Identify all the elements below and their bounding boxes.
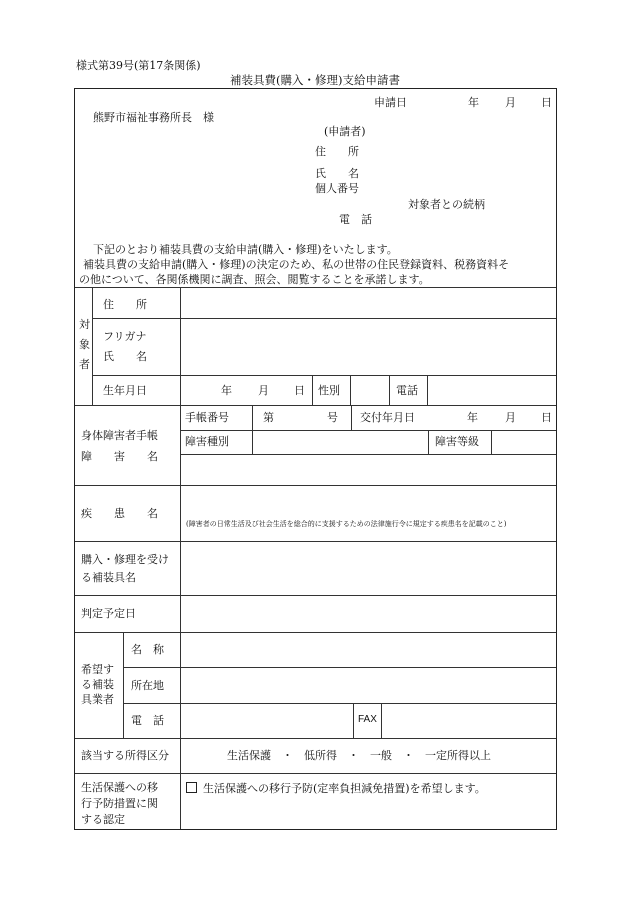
section-divider bbox=[75, 738, 556, 739]
section-divider bbox=[75, 541, 556, 542]
col-divider bbox=[92, 287, 93, 405]
transition-label-line-2: 行予防措置に関 bbox=[81, 797, 158, 810]
device-label-line-1: 購入・修理を受け bbox=[81, 553, 169, 566]
number-suffix: 号 bbox=[327, 411, 338, 424]
col-divider bbox=[350, 375, 351, 405]
subject-birthdate-label: 生年月日 bbox=[103, 384, 147, 397]
subject-phone-label: 電話 bbox=[396, 384, 418, 397]
notebook-number-label: 手帳番号 bbox=[185, 411, 229, 424]
col-divider bbox=[381, 703, 382, 738]
section-divider bbox=[75, 405, 556, 406]
illness-note: (障害者の日常生活及び社会生活を総合的に支援するための法律施行令に規定する疾患名を記載のこと) bbox=[186, 520, 507, 528]
col-divider bbox=[312, 375, 313, 405]
relationship-label: 対象者との続柄 bbox=[408, 198, 485, 211]
application-day-label: 日 bbox=[541, 96, 552, 109]
row-divider bbox=[180, 454, 556, 455]
vendor-group-line-2: る補装 bbox=[81, 678, 114, 691]
application-form bbox=[74, 88, 557, 830]
device-label-line-2: る補装具名 bbox=[81, 571, 136, 584]
illness-label: 疾 患 名 bbox=[81, 507, 158, 520]
vendor-name-label: 名 称 bbox=[131, 643, 164, 656]
subject-address-label: 住 所 bbox=[103, 298, 147, 311]
col-divider bbox=[252, 405, 253, 454]
issue-date-label: 交付年月日 bbox=[360, 411, 415, 424]
section-divider bbox=[75, 595, 556, 596]
application-year-label: 年 bbox=[468, 96, 479, 109]
transition-request bbox=[186, 782, 486, 794]
vendor-group-line-3: 具業者 bbox=[81, 693, 114, 706]
subject-gender-label: 性別 bbox=[318, 384, 340, 397]
vendor-fax-label: FAX bbox=[358, 714, 377, 725]
application-date-label: 申請日 bbox=[374, 96, 407, 109]
row-divider bbox=[123, 667, 556, 668]
disability-type-label: 障害種別 bbox=[185, 435, 229, 448]
disability-grade-label: 障害等級 bbox=[435, 435, 479, 448]
intro-text-1: 下記のとおり補装具費の支給申請(購入・修理)をいたします。 bbox=[93, 243, 398, 256]
subject-group-char-3: 者 bbox=[79, 358, 90, 371]
transition-request-text: 生活保護への移行予防(定率負担減免措置)を希望します。 bbox=[203, 782, 486, 795]
row-divider bbox=[123, 703, 556, 704]
applicant-address-label: 住 所 bbox=[315, 145, 359, 158]
application-month-label: 月 bbox=[505, 96, 516, 109]
col-divider bbox=[427, 375, 428, 405]
issue-day-label: 日 bbox=[541, 411, 552, 424]
vendor-location-label: 所在地 bbox=[131, 679, 164, 692]
col-divider bbox=[353, 703, 354, 738]
section-divider bbox=[75, 485, 556, 486]
disability-certificate-label: 身体障害者手帳 bbox=[81, 429, 158, 442]
col-divider bbox=[491, 430, 492, 454]
row-divider bbox=[180, 430, 556, 431]
issue-year-label: 年 bbox=[467, 411, 478, 424]
col-divider bbox=[351, 405, 352, 430]
addressee: 熊野市福祉事務所長 様 bbox=[93, 111, 214, 124]
subject-group-char-1: 対 bbox=[79, 318, 90, 331]
applicant-name-label: 氏 名 bbox=[315, 167, 359, 180]
vendor-group-line-1: 希望す bbox=[81, 663, 114, 676]
issue-month-label: 月 bbox=[505, 411, 516, 424]
col-divider bbox=[180, 287, 181, 829]
section-divider bbox=[75, 287, 556, 288]
col-divider bbox=[389, 375, 390, 405]
applicant-phone-label: 電 話 bbox=[339, 213, 372, 226]
vendor-phone-label: 電 話 bbox=[131, 714, 164, 727]
transition-label-line-3: する認定 bbox=[81, 813, 125, 826]
form-title: 補装具費(購入・修理)支給申請書 bbox=[230, 73, 400, 87]
applicant-id-number-label: 個人番号 bbox=[315, 182, 359, 195]
birth-year-label: 年 bbox=[221, 384, 232, 397]
row-divider bbox=[92, 318, 556, 319]
transition-label-line-1: 生活保護への移 bbox=[81, 781, 158, 794]
judgment-date-label: 判定予定日 bbox=[81, 607, 136, 620]
birth-month-label: 月 bbox=[258, 384, 269, 397]
row-divider bbox=[92, 375, 556, 376]
form-number: 様式第39号(第17条関係) bbox=[76, 59, 201, 72]
subject-group-char-2: 象 bbox=[79, 338, 90, 351]
income-category-options: 生活保護 ・ 低所得 ・ 一般 ・ 一定所得以上 bbox=[227, 749, 491, 762]
section-divider bbox=[75, 632, 556, 633]
transition-checkbox[interactable] bbox=[186, 782, 197, 793]
subject-name-label: 氏 名 bbox=[103, 350, 147, 363]
birth-day-label: 日 bbox=[294, 384, 305, 397]
applicant-label: (申請者) bbox=[324, 125, 366, 138]
col-divider bbox=[123, 632, 124, 738]
disability-name-label: 障 害 名 bbox=[81, 450, 158, 463]
income-category-label: 該当する所得区分 bbox=[81, 749, 169, 762]
number-prefix: 第 bbox=[263, 411, 274, 424]
intro-text-2: 補装具費の支給申請(購入・修理)の決定のため、私の世帯の住民登録資料、税務資料そ bbox=[83, 258, 510, 271]
subject-furigana-label: フリガナ bbox=[103, 330, 147, 343]
col-divider bbox=[428, 430, 429, 454]
section-divider bbox=[75, 773, 556, 774]
intro-text-3: の他について、各関係機関に調査、照会、閲覧することを承諾します。 bbox=[79, 273, 430, 286]
